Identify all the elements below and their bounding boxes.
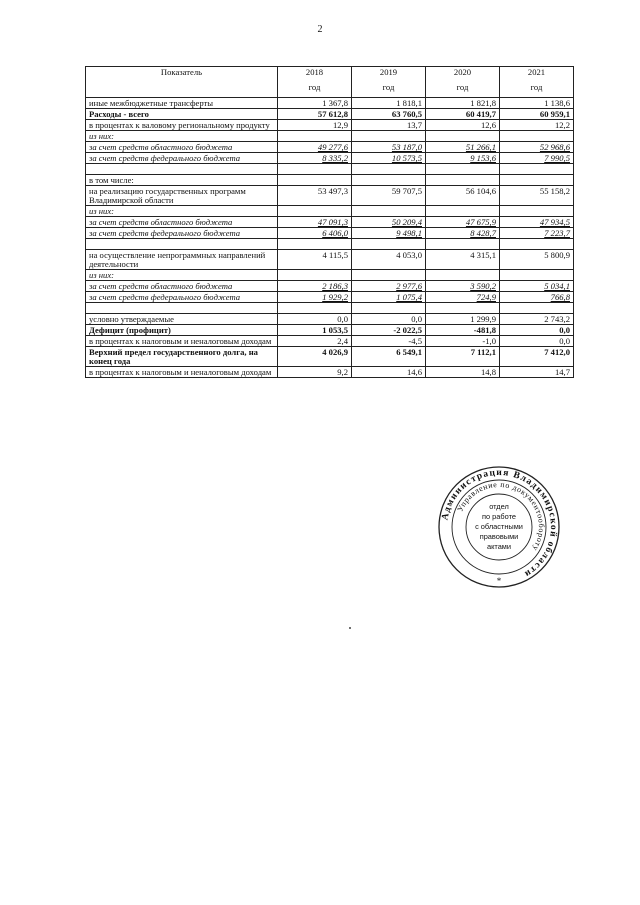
- row-label: за счет средств областного бюджета: [86, 281, 278, 292]
- header-year-2021: 2021 год: [500, 67, 574, 98]
- row-label: условно утверждаемые: [86, 314, 278, 325]
- cell-value: [426, 164, 500, 175]
- cell-value: 1 929,2: [278, 292, 352, 303]
- cell-value: 0,0: [500, 325, 574, 336]
- cell-value: [278, 303, 352, 314]
- row-label: в процентах к налоговым и неналоговым доходам: [86, 336, 278, 347]
- cell-value: 55 158,2: [500, 186, 574, 206]
- cell-value: 50 209,4: [352, 217, 426, 228]
- cell-value: -4,5: [352, 336, 426, 347]
- cell-value: 53 187,0: [352, 142, 426, 153]
- cell-value: [278, 164, 352, 175]
- cell-value: [352, 270, 426, 281]
- cell-value: [426, 303, 500, 314]
- cell-value: [352, 303, 426, 314]
- cell-value: 0,0: [278, 314, 352, 325]
- cell-value: [426, 239, 500, 250]
- stamp-line: с областными: [475, 522, 523, 531]
- cell-value: 59 707,5: [352, 186, 426, 206]
- cell-value: 1 075,4: [352, 292, 426, 303]
- cell-value: 12,9: [278, 120, 352, 131]
- cell-value: 4 315,1: [426, 250, 500, 270]
- cell-value: -481,8: [426, 325, 500, 336]
- cell-value: [500, 131, 574, 142]
- cell-value: 7 112,1: [426, 347, 500, 367]
- cell-value: [500, 206, 574, 217]
- table-row: [86, 270, 574, 281]
- table-row: [86, 186, 574, 206]
- cell-value: [352, 239, 426, 250]
- cell-value: 9 153,6: [426, 153, 500, 164]
- cell-value: [426, 206, 500, 217]
- stamp-ring-text: Администрация Владимирской области: [440, 467, 559, 580]
- header-indicator: Показатель: [86, 67, 278, 98]
- cell-value: 56 104,6: [426, 186, 500, 206]
- cell-value: 60 419,7: [426, 109, 500, 120]
- row-label: Расходы - всего: [86, 109, 278, 120]
- cell-value: [278, 270, 352, 281]
- cell-value: [500, 270, 574, 281]
- financial-table: [85, 66, 574, 378]
- table-row: [86, 281, 574, 292]
- cell-value: 9,2: [278, 367, 352, 378]
- header-year-2018: 2018 год: [278, 67, 352, 98]
- table-row: [86, 131, 574, 142]
- cell-value: 766,8: [500, 292, 574, 303]
- table-row: [86, 206, 574, 217]
- table-header-row: [86, 67, 574, 98]
- cell-value: 1 367,8: [278, 98, 352, 109]
- cell-value: 47 091,3: [278, 217, 352, 228]
- table-row: [86, 336, 574, 347]
- cell-value: 12,6: [426, 120, 500, 131]
- cell-value: [500, 164, 574, 175]
- cell-value: 47 934,5: [500, 217, 574, 228]
- row-label: в процентах к налоговым и неналоговым доходам: [86, 367, 278, 378]
- cell-value: 9 498,1: [352, 228, 426, 239]
- cell-value: 53 497,3: [278, 186, 352, 206]
- stamp-line: по работе: [482, 512, 516, 521]
- table-row: [86, 175, 574, 186]
- table-row: [86, 142, 574, 153]
- cell-value: 7 990,5: [500, 153, 574, 164]
- table-row: [86, 250, 574, 270]
- official-stamp: [437, 465, 561, 589]
- cell-value: [352, 175, 426, 186]
- cell-value: 4 115,5: [278, 250, 352, 270]
- row-label: в процентах к валовому региональному продукту: [86, 120, 278, 131]
- cell-value: [278, 239, 352, 250]
- cell-value: 8 428,7: [426, 228, 500, 239]
- cell-value: -1,0: [426, 336, 500, 347]
- cell-value: [426, 175, 500, 186]
- cell-value: 12,2: [500, 120, 574, 131]
- cell-value: [426, 270, 500, 281]
- row-label: иные межбюджетные трансферты: [86, 98, 278, 109]
- row-label: из них:: [86, 270, 278, 281]
- table-row: [86, 314, 574, 325]
- table-row: [86, 325, 574, 336]
- row-label: из них:: [86, 131, 278, 142]
- row-label: за счет средств областного бюджета: [86, 217, 278, 228]
- table-row: [86, 239, 574, 250]
- table-row: [86, 217, 574, 228]
- cell-value: 63 760,5: [352, 109, 426, 120]
- page-number: 2: [317, 24, 323, 35]
- cell-value: 1 818,1: [352, 98, 426, 109]
- stamp-line: отдел: [489, 502, 509, 511]
- table-row: [86, 303, 574, 314]
- row-label: [86, 239, 278, 250]
- cell-value: [500, 303, 574, 314]
- stamp-line: правовыми: [479, 532, 519, 541]
- cell-value: 4 026,9: [278, 347, 352, 367]
- cell-value: 2 743,2: [500, 314, 574, 325]
- cell-value: 6 549,1: [352, 347, 426, 367]
- cell-value: 2 977,6: [352, 281, 426, 292]
- row-label: [86, 303, 278, 314]
- table-row: [86, 228, 574, 239]
- cell-value: 51 266,1: [426, 142, 500, 153]
- cell-value: 57 612,8: [278, 109, 352, 120]
- header-year-2020: 2020 год: [426, 67, 500, 98]
- cell-value: 14,6: [352, 367, 426, 378]
- cell-value: 5 800,9: [500, 250, 574, 270]
- cell-value: [352, 206, 426, 217]
- row-label: [86, 164, 278, 175]
- cell-value: 7 412,0: [500, 347, 574, 367]
- cell-value: 14,8: [426, 367, 500, 378]
- cell-value: 1 053,5: [278, 325, 352, 336]
- row-label: в том числе:: [86, 175, 278, 186]
- cell-value: 724,9: [426, 292, 500, 303]
- cell-value: [500, 175, 574, 186]
- cell-value: 5 034,1: [500, 281, 574, 292]
- cell-value: [278, 175, 352, 186]
- cell-value: -2 022,5: [352, 325, 426, 336]
- cell-value: 0,0: [500, 336, 574, 347]
- stamp-line: актами: [486, 542, 512, 551]
- table-row: [86, 153, 574, 164]
- cell-value: 14,7: [500, 367, 574, 378]
- row-label: на реализацию государственных программ Владимирской области: [86, 186, 278, 206]
- table-row: [86, 347, 574, 367]
- cell-value: 3 590,2: [426, 281, 500, 292]
- cell-value: 7 223,7: [500, 228, 574, 239]
- table-row: [86, 98, 574, 109]
- row-label: из них:: [86, 206, 278, 217]
- stamp-star-icon: *: [496, 576, 502, 586]
- stray-dot: [349, 627, 351, 629]
- cell-value: 0,0: [352, 314, 426, 325]
- row-label: за счет средств федерального бюджета: [86, 153, 278, 164]
- header-year-2019: 2019 год: [352, 67, 426, 98]
- cell-value: 1 138,6: [500, 98, 574, 109]
- cell-value: 8 335,2: [278, 153, 352, 164]
- stamp-inner-ring-text: Управление по документообороту: [455, 479, 547, 553]
- cell-value: 60 959,1: [500, 109, 574, 120]
- cell-value: 13,7: [352, 120, 426, 131]
- cell-value: 1 821,8: [426, 98, 500, 109]
- cell-value: 4 053,0: [352, 250, 426, 270]
- cell-value: 6 406,0: [278, 228, 352, 239]
- table-row: [86, 367, 574, 378]
- cell-value: 47 675,9: [426, 217, 500, 228]
- row-label: Дефицит (профицит): [86, 325, 278, 336]
- table-row: [86, 109, 574, 120]
- cell-value: [278, 131, 352, 142]
- cell-value: 10 573,5: [352, 153, 426, 164]
- cell-value: 1 299,9: [426, 314, 500, 325]
- table-row: [86, 164, 574, 175]
- cell-value: 49 277,6: [278, 142, 352, 153]
- table-row: [86, 120, 574, 131]
- cell-value: 2 186,3: [278, 281, 352, 292]
- cell-value: [352, 131, 426, 142]
- table-row: [86, 292, 574, 303]
- cell-value: 52 968,6: [500, 142, 574, 153]
- cell-value: 2,4: [278, 336, 352, 347]
- row-label: на осуществление непрограммных направлений деятельности: [86, 250, 278, 270]
- row-label: за счет средств федерального бюджета: [86, 292, 278, 303]
- cell-value: [278, 206, 352, 217]
- row-label: за счет средств федерального бюджета: [86, 228, 278, 239]
- cell-value: [426, 131, 500, 142]
- row-label: за счет средств областного бюджета: [86, 142, 278, 153]
- cell-value: [352, 164, 426, 175]
- row-label: Верхний предел государственного долга, на конец года: [86, 347, 278, 367]
- cell-value: [500, 239, 574, 250]
